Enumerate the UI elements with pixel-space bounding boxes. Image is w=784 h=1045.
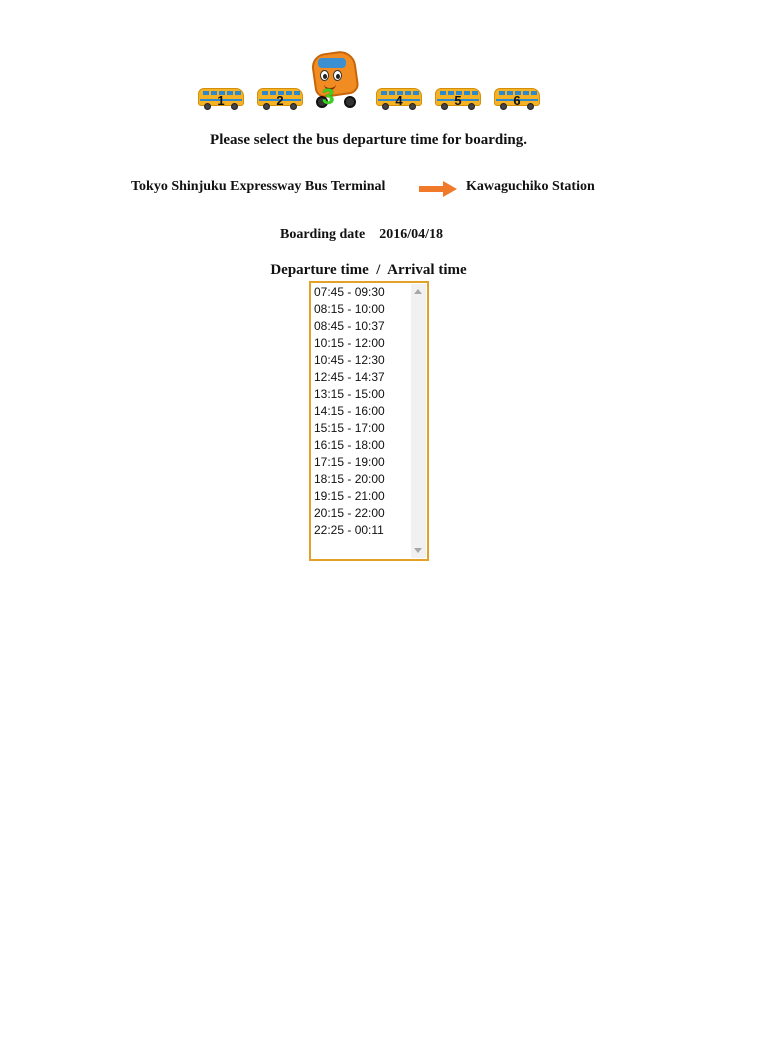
- step-number: 4: [395, 93, 403, 108]
- step-number: 6: [513, 93, 521, 108]
- step-6-bus-icon: [494, 88, 540, 112]
- destination-station: Kawaguchiko Station: [466, 179, 595, 194]
- time-option[interactable]: 10:15 - 12:00: [314, 336, 385, 350]
- time-option[interactable]: 20:15 - 22:00: [314, 506, 385, 520]
- time-option[interactable]: 08:15 - 10:00: [314, 302, 385, 316]
- step-number: 1: [217, 93, 225, 108]
- time-list-header: Departure time / Arrival time: [270, 262, 467, 278]
- origin-station: Tokyo Shinjuku Expressway Bus Terminal: [131, 179, 386, 194]
- boarding-date-value: 2016/04/18: [379, 227, 443, 242]
- current-step-mascot-bus-icon: [310, 48, 362, 112]
- scroll-up-arrow-icon[interactable]: [414, 289, 422, 294]
- page-instruction: Please select the bus departure time for boarding.: [210, 132, 527, 148]
- step-4-bus-icon: [376, 88, 422, 112]
- route-summary: [0, 178, 784, 200]
- listbox-scrollbar[interactable]: [411, 284, 426, 558]
- step-number: 2: [276, 93, 284, 108]
- step-1-bus-icon: [198, 88, 244, 112]
- boarding-date-label: Boarding date: [280, 227, 366, 242]
- step-2-bus-icon: [257, 88, 303, 112]
- step-5-bus-icon: [435, 88, 481, 112]
- time-option[interactable]: 10:45 - 12:30: [314, 353, 385, 367]
- step-progress: [198, 48, 544, 112]
- time-option[interactable]: 16:15 - 18:00: [314, 438, 385, 452]
- time-option[interactable]: 13:15 - 15:00: [314, 387, 385, 401]
- time-options: [314, 284, 412, 539]
- time-option[interactable]: 15:15 - 17:00: [314, 421, 385, 435]
- time-option[interactable]: 22:25 - 00:11: [314, 523, 384, 537]
- time-option[interactable]: 08:45 - 10:37: [314, 319, 385, 333]
- time-option[interactable]: 17:15 - 19:00: [314, 455, 385, 469]
- boarding-date-row: [280, 227, 443, 243]
- time-option[interactable]: 12:45 - 14:37: [314, 370, 385, 384]
- time-option[interactable]: 07:45 - 09:30: [314, 285, 385, 299]
- current-step-number: 3: [322, 84, 335, 109]
- departure-time-listbox[interactable]: [309, 281, 429, 561]
- step-number: 5: [454, 93, 462, 108]
- right-arrow-icon: [419, 180, 457, 198]
- time-option[interactable]: 18:15 - 20:00: [314, 472, 385, 486]
- time-option[interactable]: 19:15 - 21:00: [314, 489, 385, 503]
- scroll-down-arrow-icon[interactable]: [414, 548, 422, 553]
- time-option[interactable]: 14:15 - 16:00: [314, 404, 385, 418]
